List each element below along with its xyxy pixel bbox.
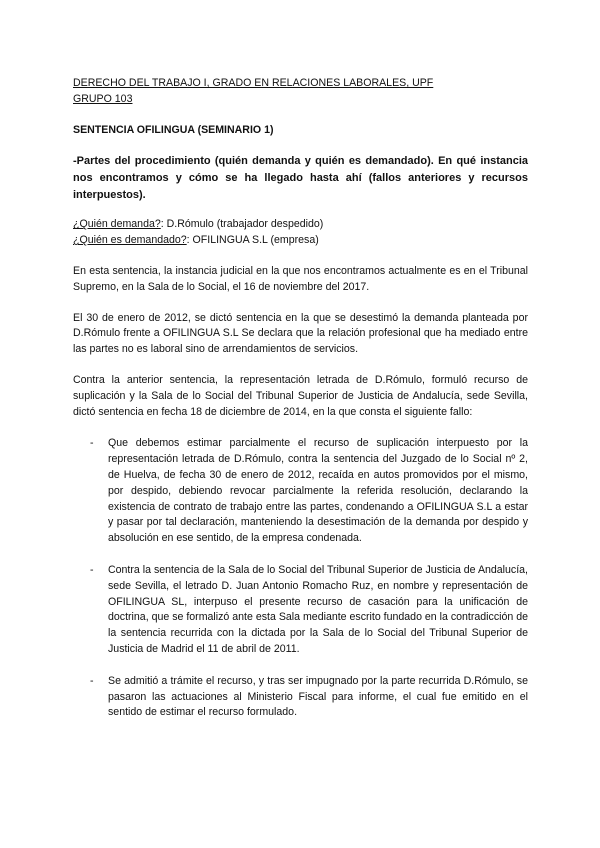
list-item-text: Que debemos estimar parcialmente el recurso de suplicación interpuesto por la representación letrada de D.Rómulo, contra la sentencia del Juzgado de lo Social nº 2, de Huelva, de fecha 30 de enero de 2012, recaída en autos promovidos por el mismo, por despido, debiendo revocar parcialmente la referida resolución, declarando la existencia de contrato de trabajo entre las partes, condenando a OFILINGUA S.L a estar y pasar por tal declaración, manteniendo la desestimación de la demanda por despido y absolución en ese sentido, de la empresa condenada. [108, 437, 528, 545]
rulings-list [73, 436, 528, 721]
defendant-label: ¿Quién es demandado? [73, 234, 187, 247]
question-heading: -Partes del procedimiento (quién demanda y quién es demandado). En qué instancia nos encontramos y cómo se ha llegado hasta ahí (fallos anteriores y recursos interpuestos). [73, 155, 528, 202]
parties-block [73, 217, 528, 249]
list-item-text: Contra la sentencia de la Sala de lo Social del Tribunal Superior de Justicia de Andalucía, sede Sevilla, el letrado D. Juan Antonio Romacho Ruz, en nombre y representación de OFILINGUA SL, interpuso el presente recurso de casación para la unificación de doctrina, que se formalizó ante esta Sala mediante escrito fundado en la contradicción de la sentencia recurrida con la dictada por la Sala de lo Social del Tribunal Superior de Justicia de Madrid el 11 de abril de 2011. [108, 563, 528, 655]
defendant-line [73, 233, 528, 249]
paragraph-first-ruling: El 30 de enero de 2012, se dictó sentencia en la que se desestimó la demanda planteada por D.Rómulo frente a OFILINGUA S.L Se declara que la relación profesional que ha mediado entre las partes no es laboral sino de arrendamientos de servicios. [73, 311, 528, 356]
paragraph-instance: En esta sentencia, la instancia judicial en la que nos encontramos actualmente es en el Tribunal Supremo, en la Sala de lo Social, el 16 de noviembre del 2017. [73, 264, 528, 293]
list-item [73, 674, 528, 721]
document-title: SENTENCIA OFILINGUA (SEMINARIO 1) [73, 123, 274, 136]
plaintiff-line [73, 217, 528, 233]
plaintiff-label: ¿Quién demanda? [73, 218, 161, 231]
list-item-text: Se admitió a trámite el recurso, y tras ser impugnado por la parte recurrida D.Rómulo, se pasaron las actuaciones al Ministerio Fiscal para informe, el cual fue emitido en el sentido de estimar el recurso formulado. [108, 674, 528, 719]
paragraph-appeal: Contra la anterior sentencia, la representación letrada de D.Rómulo, formuló recurso de suplicación y la Sala de lo Social del Tribunal Superior de Justicia de Andalucía, sede Sevilla, dictó sentencia en fecha 18 de diciembre de 2014, en la que consta el siguiente fallo: [73, 373, 528, 418]
group-header: GRUPO 103 [73, 92, 133, 105]
bullet-dash: - [90, 437, 94, 450]
document-page [73, 76, 528, 737]
bullet-dash: - [90, 674, 94, 687]
list-item [73, 436, 528, 547]
list-item [73, 563, 528, 658]
defendant-value: : OFILINGUA S.L (empresa) [186, 234, 319, 247]
plaintiff-value: : D.Rómulo (trabajador despedido) [160, 218, 324, 231]
bullet-dash: - [90, 563, 94, 576]
course-header: DERECHO DEL TRABAJO I, GRADO EN RELACIONES LABORALES, UPF [73, 77, 434, 89]
